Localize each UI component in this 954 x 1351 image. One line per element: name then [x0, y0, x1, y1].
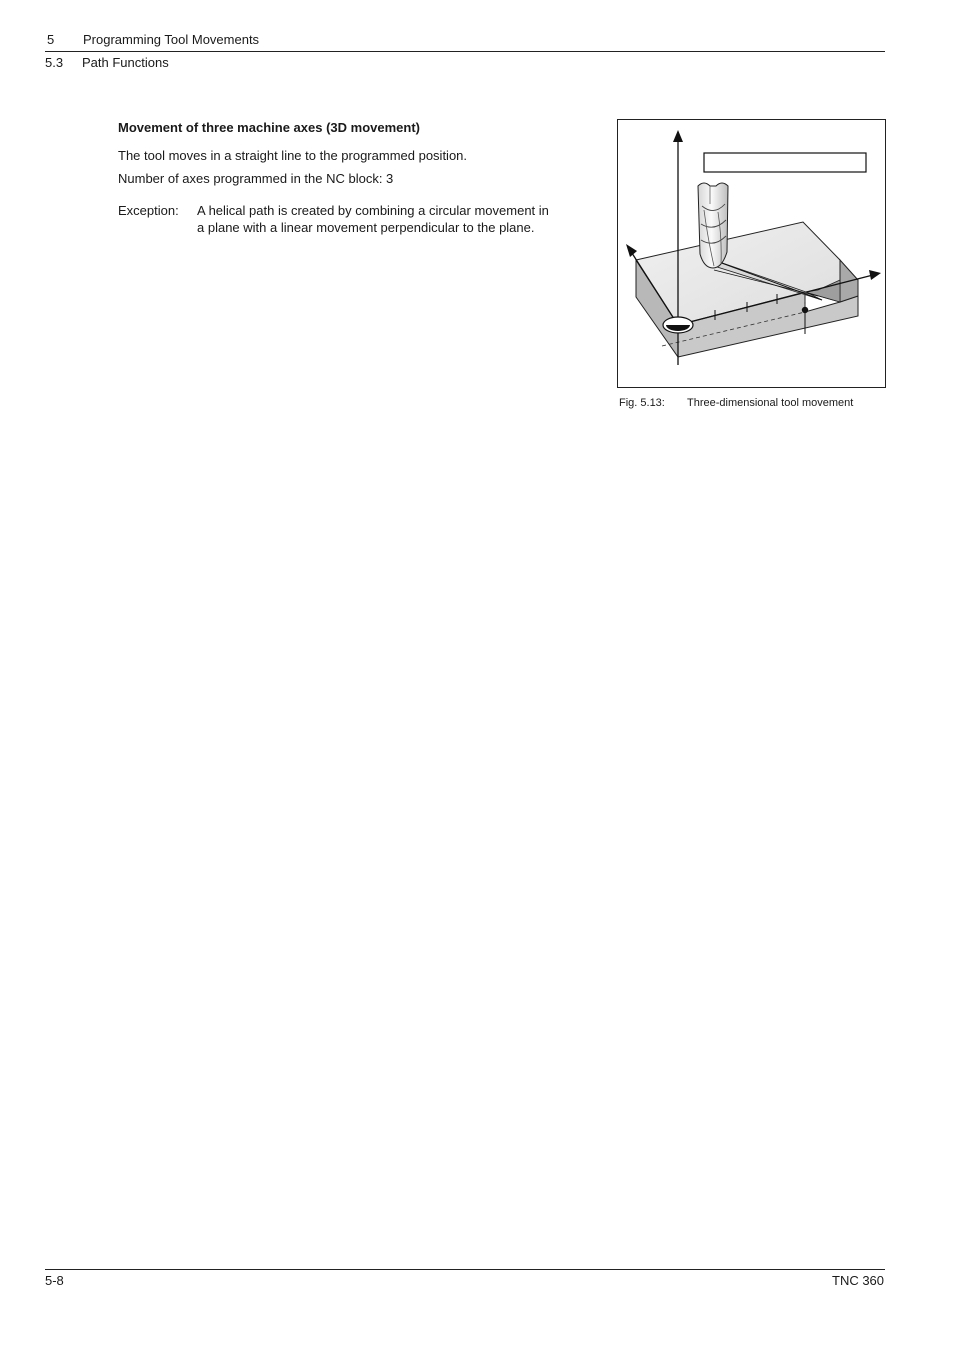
exception-line-2: a plane with a linear movement perpendicular to the plane.	[197, 220, 535, 235]
exception-line-1: A helical path is created by combining a circular movement in	[197, 203, 549, 218]
footer-rule	[45, 1269, 885, 1270]
exception-label: Exception:	[118, 203, 179, 218]
body-line-2: Number of axes programmed in the NC block: 3	[118, 171, 394, 186]
chapter-title: Programming Tool Movements	[83, 32, 260, 47]
section-title: Path Functions	[82, 55, 169, 70]
figure-caption-text: Three-dimensional tool movement	[687, 397, 854, 409]
page-number: 5-8	[45, 1273, 64, 1288]
body-line-1: The tool moves in a straight line to the programmed position.	[118, 148, 468, 163]
figure-caption-label: Fig. 5.13:	[619, 397, 665, 409]
section-number: 5.3	[45, 55, 64, 70]
header-rule	[45, 51, 885, 52]
product-name: TNC 360	[832, 1273, 885, 1288]
figure-3d-tool-movement	[617, 119, 886, 388]
chapter-number: 5	[47, 32, 55, 47]
milling-cutter-3d-path-diagram	[618, 120, 885, 387]
section-heading: Movement of three machine axes (3D movement)	[118, 120, 420, 135]
